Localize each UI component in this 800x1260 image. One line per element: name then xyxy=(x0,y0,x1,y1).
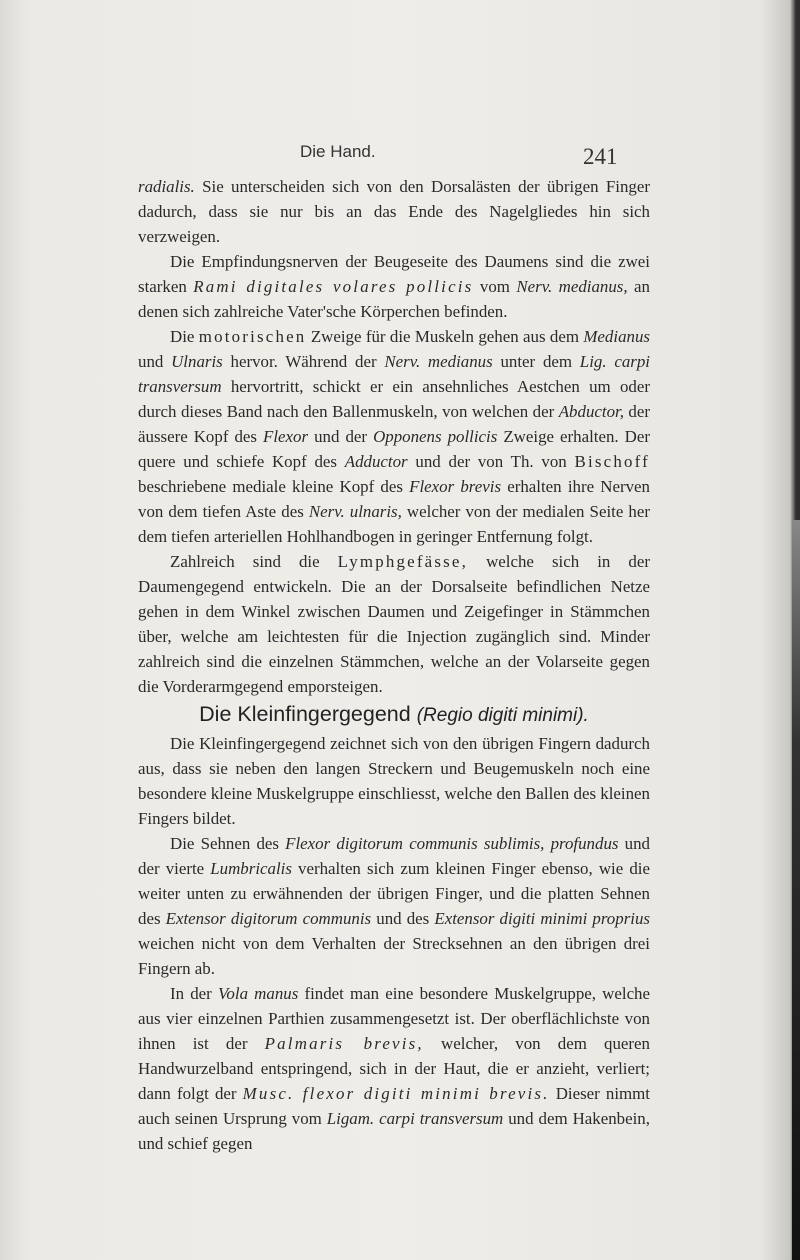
paragraph-3: Die motorischen Zweige für die Muskeln gehen aus dem Medianus und Ulnaris hervor. Während der Nerv. medianus unter dem Lig. carpi transversum hervortritt, schickt er ein ansehnliches Aestchen um oder durch dieses Band nach den Ballenmuskeln, von welchen der Abductor, der äussere Kopf des Flexor und der Opponens pollicis Zweige erhalten. Der quere und schiefe Kopf des Adductor und der von Th. von Bischoff beschriebene mediale kleine Kopf des Flexor brevis erhalten ihre Nerven von dem tiefen Aste des Nerv. ulnaris, welcher von der medialen Seite her dem tiefen arteriellen Hohlhandbogen in geringer Entfernung folgt. xyxy=(138,327,651,546)
latin-term: Abductor, xyxy=(558,402,624,421)
paragraph-5: Die Kleinfingergegend zeichnet sich von den übrigen Fingern dadurch aus, dass sie neben den langen Streckern und Beugemuskeln noch eine besondere kleine Muskelgruppe einschliesst, welche den Ballen des kleinen Fingers bildet. xyxy=(138,734,650,828)
spaced-term: Lymphgefässe, xyxy=(337,552,469,571)
body-text xyxy=(138,174,650,1156)
latin-term: Flexor brevis xyxy=(409,477,502,496)
latin-term: Palmaris brevis, xyxy=(264,1034,424,1053)
latin-term: radialis. xyxy=(138,177,195,196)
latin-term: Flexor digitorum communis sublimis, profundus xyxy=(285,834,619,853)
latin-term: Extensor digitorum communis xyxy=(165,909,372,928)
latin-term: Medianus xyxy=(583,327,650,346)
latin-term: Musc. flexor digiti minimi brevis. xyxy=(242,1084,550,1103)
running-title: Die Hand. xyxy=(300,142,376,161)
latin-term: Extensor digiti minimi proprius xyxy=(434,909,650,928)
latin-term: Nerv. ulnaris, xyxy=(308,502,402,521)
paragraph-1: radialis. Sie unterscheiden sich von den Dorsalästen der übrigen Finger dadurch, dass sie nur bis an das Ende des Nagelgliedes hin sich verzweigen. xyxy=(138,177,650,246)
author-name: Bischoff xyxy=(574,452,650,471)
latin-term: Ligam. carpi transversum xyxy=(326,1109,504,1128)
section-heading: Die Kleinfingergegend (Regio digiti minimi). xyxy=(199,702,589,726)
paragraph-7: In der Vola manus findet man eine besondere Muskelgruppe, welche aus vier einzelnen Parthien zusammengesetzt ist. Der oberflächlichste von ihnen ist der Palmaris brevis, welcher, von dem queren Handwurzelband entspringend, sich in der Haut, die er anzieht, verliert; dann folgt der Musc. flexor digiti minimi brevis. Dieser nimmt auch seinen Ursprung vom Ligam. carpi transversum und dem Hakenbein, und schief gegen xyxy=(138,984,651,1153)
paragraph-2: Die Empfindungsnerven der Beugeseite des Daumens sind die zwei starken Rami digitales volares pollicis vom Nerv. medianus, an denen sich zahlreiche Vater'sche Körperchen befinden. xyxy=(138,252,651,321)
page-number: 241 xyxy=(583,144,618,169)
spaced-term: motorischen xyxy=(198,327,307,346)
latin-term: Ulnaris xyxy=(171,352,223,371)
paragraph-4: Zahlreich sind die Lymphgefässe, welche sich in der Daumengegend entwickeln. Die an der Dorsalseite befindlichen Netze gehen in dem Winkel zwischen Daumen und Zeigefinger in Stämmchen über, welche am leichtesten für die Injection zugänglich sind. Minder zahlreich sind die einzelnen Stämmchen, welche an der Volarseite gegen die Vorderarmgegend emporsteigen. xyxy=(138,552,650,696)
page-header xyxy=(0,138,800,168)
latin-term: Opponens pollicis xyxy=(373,427,498,446)
latin-term: Vola manus xyxy=(217,984,299,1003)
latin-term: Nerv. medianus xyxy=(384,352,493,371)
section-heading-latin: (Regio digiti minimi). xyxy=(416,705,589,726)
page-gutter-shadow xyxy=(792,520,800,1260)
latin-term: Adductor xyxy=(344,452,408,471)
latin-term: Lumbricalis xyxy=(210,859,292,878)
latin-term: Flexor xyxy=(263,427,309,446)
latin-term: Lig. carpi transversum xyxy=(138,352,650,396)
paragraph-6: Die Sehnen des Flexor digitorum communis sublimis, profundus und der vierte Lumbricalis verhalten sich zum kleinen Finger ebenso, wie die weiter unten zu erwähnenden der übrigen Finger, und die platten Sehnen des Extensor digitorum communis und des Extensor digiti minimi proprius weichen nicht von dem Verhalten der Strecksehnen an den übrigen drei Fingern ab. xyxy=(138,834,650,978)
latin-term: Rami digitales volares pollicis xyxy=(193,277,474,296)
latin-term: Nerv. medianus, xyxy=(516,277,628,296)
